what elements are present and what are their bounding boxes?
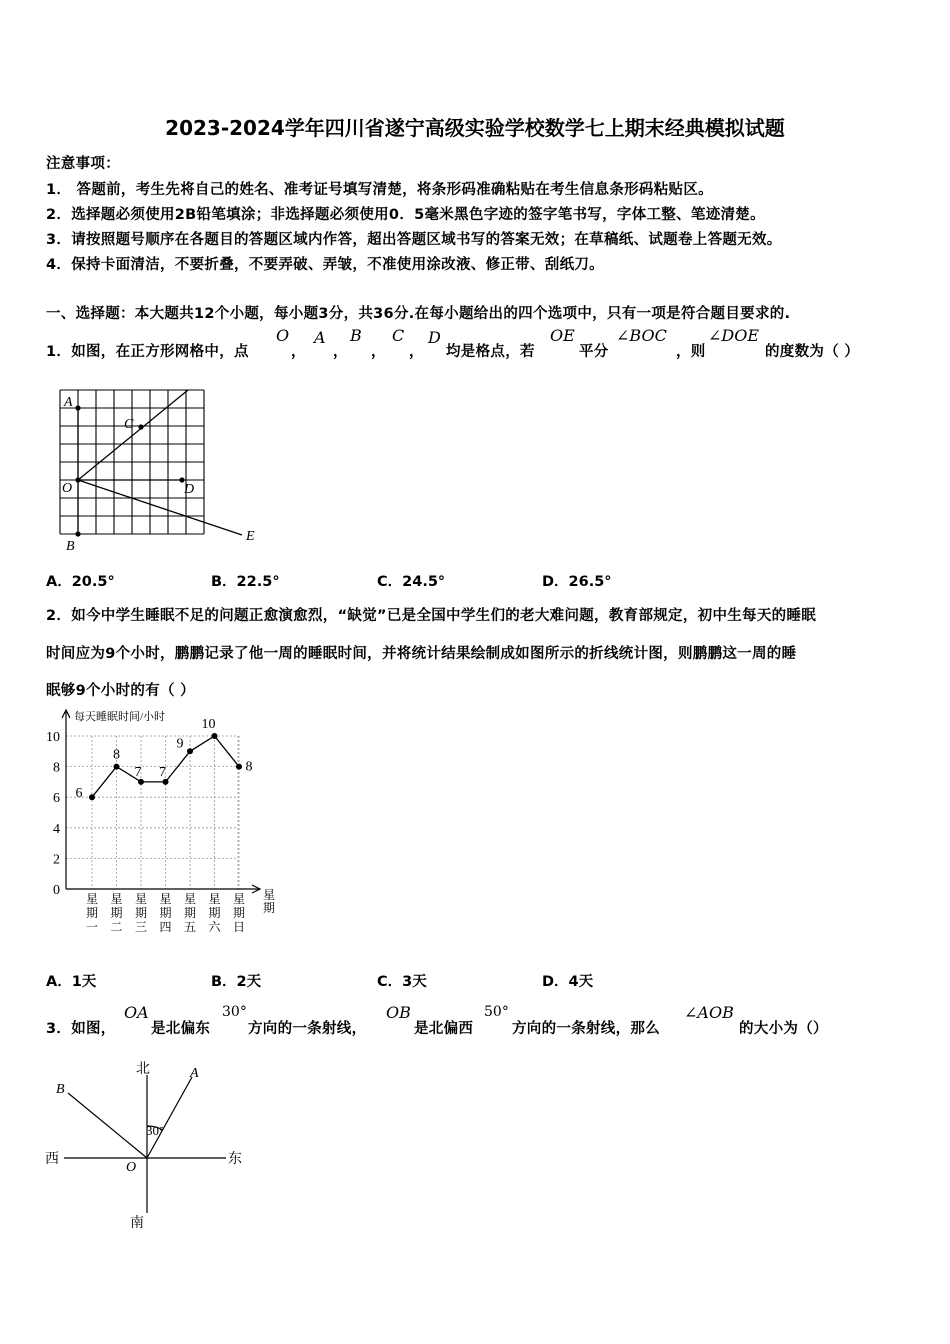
fig1-label-A: A (64, 395, 73, 410)
fig1-label-B: B (66, 539, 75, 554)
q2-line-3: 眠够9个小时的有（ ） (46, 683, 195, 699)
notice-item-1: 1． 答题前，考生先将自己的姓名、准考证号填写清楚，将条形码准确粘贴在考生信息条形码粘贴区。 (46, 182, 713, 198)
q3-suffix: 的大小为（） (739, 1021, 828, 1037)
fig1-label-C: C (124, 417, 134, 432)
notice-heading: 注意事项： (46, 156, 120, 172)
x-tick-label: 星 (183, 892, 197, 906)
q2-option-a[interactable]: A．1天 (46, 974, 97, 990)
q3-mid-4: 方向的一条射线，那么 (512, 1021, 660, 1037)
notice-item-2: 2．选择题必须使用2B铅笔填涂；非选择题必须使用0．5毫米黑色字迹的签字笔书写，字体工整、笔迹清楚。 (46, 207, 765, 223)
y-tick-label: 10 (46, 730, 60, 745)
q1-option-c[interactable]: C．24.5° (377, 574, 446, 590)
y-tick-label: 2 (53, 852, 60, 868)
x-tick-label: 二 (110, 920, 123, 934)
compass-west: 西 (45, 1152, 59, 1167)
compass-south: 南 (130, 1216, 144, 1231)
q1-grid-figure (50, 380, 270, 555)
x-tick-label: 星 (208, 892, 221, 906)
q1-option-a[interactable]: A．20.5° (46, 574, 115, 590)
q3-compass-figure (40, 1055, 260, 1235)
data-point (114, 764, 120, 770)
q2-option-c[interactable]: C．3天 (377, 974, 427, 990)
q2-option-b[interactable]: B．2天 (211, 974, 262, 990)
fig3-label-B: B (56, 1082, 65, 1097)
q2-line-2: 时间应为9个小时，鹏鹏记录了他一周的睡眠时间，并将统计结果绘制成如图所示的折线统计图，则鹏鹏这一周的睡 (46, 646, 797, 662)
compass-east: 东 (228, 1152, 242, 1167)
q1-prefix: 1．如图，在正方形网格中，点 (46, 344, 249, 360)
q1-comma-2: ， (333, 344, 348, 360)
x-tick-label: 期 (159, 906, 172, 920)
x-tick-label: 一 (85, 920, 99, 934)
data-point (212, 733, 218, 739)
q1-point-O: O (276, 326, 290, 345)
x-axis-label: 期 (263, 901, 276, 915)
fig3-label-A: A (190, 1066, 199, 1081)
q2-line-1: 2．如今中学生睡眠不足的问题正愈演愈烈，“缺觉”已是全国中学生们的老大难问题，教育部规定，初中生每天的睡眠 (46, 608, 817, 624)
q1-point-C: C (392, 326, 405, 345)
q3-deg-50: 50° (484, 1004, 509, 1020)
x-tick-label: 五 (183, 920, 197, 934)
data-point (236, 764, 242, 770)
data-point (187, 748, 193, 754)
q3-mid-2: 方向的一条射线， (248, 1021, 367, 1037)
y-tick-label: 4 (53, 821, 60, 837)
grid-lines (60, 390, 204, 534)
compass-north: 北 (136, 1062, 150, 1077)
q3-mid-1: 是北偏东 (151, 1021, 211, 1037)
data-label: 10 (201, 717, 216, 732)
q1-angle-DOE: ∠DOE (708, 326, 760, 345)
x-tick-label: 期 (232, 906, 246, 920)
q1-point-B: B (350, 326, 362, 345)
q2-line-chart (40, 700, 290, 940)
data-label: 7 (134, 764, 142, 780)
q3-angle-AOB: ∠AOB (684, 1003, 734, 1022)
y-tick-label: 0 (53, 883, 60, 898)
fig1-label-O: O (62, 481, 73, 496)
x-tick-label: 期 (110, 906, 123, 920)
page-title: 2023-2024学年四川省遂宁高级实验学校数学七上期末经典模拟试题 (165, 116, 785, 140)
data-label: 8 (113, 747, 120, 763)
q1-mid-3: ，则 (676, 344, 706, 360)
x-tick-label: 星 (110, 892, 123, 906)
q1-option-d[interactable]: D．26.5° (542, 574, 612, 590)
fig3-label-O: O (126, 1160, 137, 1175)
q1-point-D: D (428, 328, 441, 347)
q3-prefix: 3．如图， (46, 1021, 116, 1037)
q2-option-d[interactable]: D．4天 (542, 974, 594, 990)
fig3-angle-label: 30° (146, 1123, 165, 1138)
x-tick-label: 星 (159, 892, 172, 906)
x-tick-label: 期 (134, 906, 148, 920)
x-axis-label: 星 (263, 888, 276, 902)
q1-comma-3: ， (371, 344, 386, 360)
x-tick-label: 期 (208, 906, 221, 920)
q1-point-A: A (314, 328, 326, 347)
x-tick-label: 星 (85, 892, 99, 906)
data-point (89, 794, 95, 800)
section-heading: 一、选择题：本大题共12个小题，每小题3分，共36分.在每小题给出的四个选项中，只有一项是符合题目要求的. (46, 306, 791, 322)
y-axis-label: 每天睡眠时间/小时 (74, 711, 166, 723)
q1-OE: OE (550, 326, 575, 345)
x-tick-label: 星 (232, 892, 246, 906)
q1-comma-1: ， (291, 344, 306, 360)
notice-item-3: 3．请按照题号顺序在各题目的答题区域内作答，超出答题区域书写的答案无效；在草稿纸、试题卷上答题无效。 (46, 232, 782, 248)
q1-mid-2: 平分 (579, 344, 609, 360)
x-tick-label: 星 (134, 892, 148, 906)
q3-mid-3: 是北偏西 (414, 1021, 474, 1037)
notice-item-4: 4．保持卡面清洁，不要折叠，不要弄破、弄皱，不准使用涂改液、修正带、刮纸刀。 (46, 257, 604, 273)
data-label: 9 (176, 736, 184, 752)
fig1-label-D: D (184, 482, 195, 497)
data-label: 6 (75, 786, 83, 802)
q1-angle-BOC: ∠BOC (616, 326, 667, 345)
x-tick-label: 日 (232, 920, 246, 934)
x-tick-label: 期 (183, 906, 197, 920)
q1-option-b[interactable]: B．22.5° (211, 574, 280, 590)
compass-lines (64, 1075, 226, 1213)
q3-OA: OA (124, 1003, 149, 1022)
x-tick-label: 三 (134, 920, 148, 934)
y-tick-label: 6 (53, 791, 60, 807)
q1-comma-4: ， (409, 344, 424, 360)
data-label: 7 (159, 764, 166, 780)
x-tick-label: 四 (159, 920, 172, 934)
q3-OB: OB (386, 1003, 411, 1022)
x-tick-label: 期 (85, 906, 99, 920)
y-tick-label: 8 (53, 760, 60, 776)
x-tick-label: 六 (208, 920, 221, 934)
q3-deg-30: 30° (222, 1004, 247, 1020)
data-label: 8 (245, 759, 253, 775)
q1-suffix: 的度数为（ ） (765, 344, 860, 360)
q1-mid-1: 均是格点，若 (446, 344, 535, 360)
fig1-label-E: E (246, 529, 255, 544)
